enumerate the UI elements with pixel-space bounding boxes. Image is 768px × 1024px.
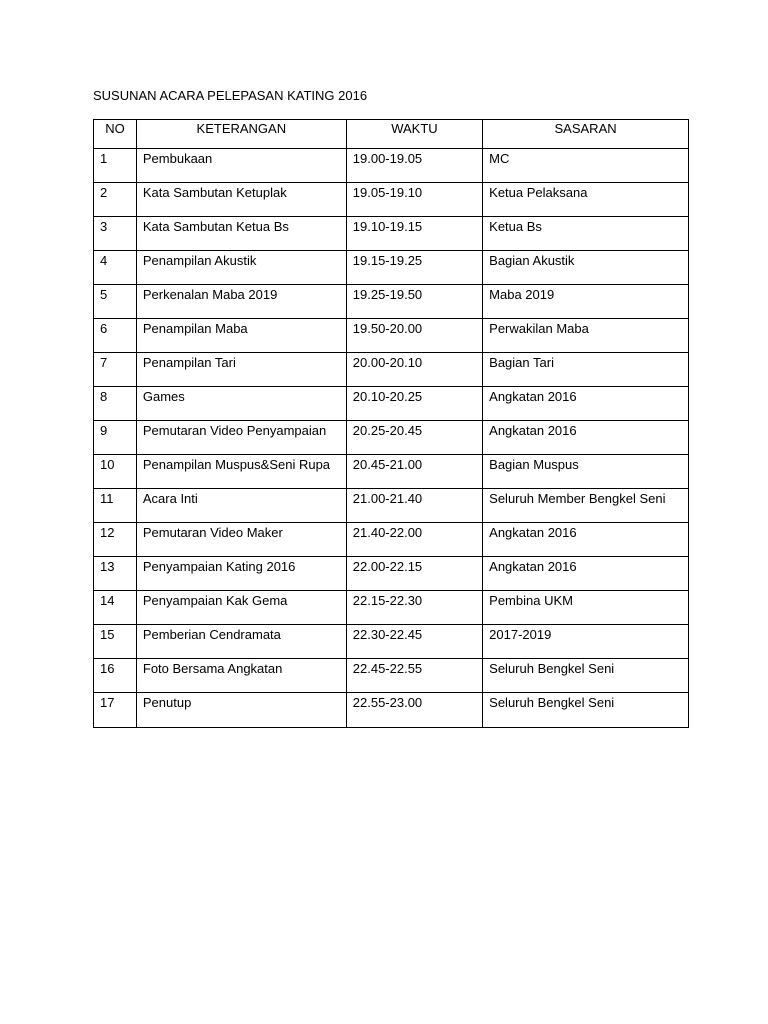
cell-waktu: 20.00-20.10 [346, 353, 482, 387]
page-title: SUSUNAN ACARA PELEPASAN KATING 2016 [93, 88, 368, 103]
cell-waktu: 19.05-19.10 [346, 183, 482, 217]
cell-keterangan: Kata Sambutan Ketuplak [136, 183, 346, 217]
cell-sasaran: Maba 2019 [483, 285, 689, 319]
header-no: NO [94, 120, 137, 149]
cell-no: 9 [94, 421, 137, 455]
cell-keterangan: Foto Bersama Angkatan [136, 659, 346, 693]
table-row [94, 217, 689, 251]
cell-no: 11 [94, 489, 137, 523]
cell-sasaran: Seluruh Bengkel Seni [483, 693, 689, 728]
cell-sasaran: Perwakilan Maba [483, 319, 689, 353]
cell-keterangan: Penampilan Akustik [136, 251, 346, 285]
table-row [94, 251, 689, 285]
cell-waktu: 22.55-23.00 [346, 693, 482, 728]
cell-no: 13 [94, 557, 137, 591]
cell-sasaran: Bagian Muspus [483, 455, 689, 489]
cell-keterangan: Penampilan Muspus&Seni Rupa [136, 455, 346, 489]
cell-sasaran: Angkatan 2016 [483, 387, 689, 421]
table-row [94, 353, 689, 387]
cell-no: 2 [94, 183, 137, 217]
cell-no: 14 [94, 591, 137, 625]
table-row [94, 625, 689, 659]
cell-sasaran: Angkatan 2016 [483, 557, 689, 591]
cell-sasaran: Pembina UKM [483, 591, 689, 625]
cell-no: 16 [94, 659, 137, 693]
cell-keterangan: Pemberian Cendramata [136, 625, 346, 659]
table-row [94, 659, 689, 693]
cell-sasaran: Ketua Bs [483, 217, 689, 251]
cell-keterangan: Penyampaian Kak Gema [136, 591, 346, 625]
cell-no: 5 [94, 285, 137, 319]
cell-waktu: 22.15-22.30 [346, 591, 482, 625]
cell-no: 7 [94, 353, 137, 387]
header-row [94, 120, 689, 149]
cell-keterangan: Games [136, 387, 346, 421]
table-header [94, 120, 689, 149]
cell-keterangan: Pemutaran Video Maker [136, 523, 346, 557]
table-row [94, 557, 689, 591]
table-row [94, 183, 689, 217]
cell-waktu: 19.15-19.25 [346, 251, 482, 285]
table-row [94, 149, 689, 183]
cell-sasaran: Angkatan 2016 [483, 421, 689, 455]
cell-sasaran: Ketua Pelaksana [483, 183, 689, 217]
cell-keterangan: Penampilan Tari [136, 353, 346, 387]
cell-no: 3 [94, 217, 137, 251]
cell-waktu: 19.10-19.15 [346, 217, 482, 251]
table-row [94, 421, 689, 455]
table-row [94, 591, 689, 625]
schedule-table [93, 119, 689, 728]
cell-no: 6 [94, 319, 137, 353]
cell-waktu: 20.25-20.45 [346, 421, 482, 455]
cell-keterangan: Penampilan Maba [136, 319, 346, 353]
table-body [94, 149, 689, 728]
cell-sasaran: Bagian Tari [483, 353, 689, 387]
cell-waktu: 19.00-19.05 [346, 149, 482, 183]
table-row [94, 489, 689, 523]
cell-keterangan: Kata Sambutan Ketua Bs [136, 217, 346, 251]
cell-sasaran: Seluruh Bengkel Seni [483, 659, 689, 693]
cell-sasaran: MC [483, 149, 689, 183]
cell-keterangan: Perkenalan Maba 2019 [136, 285, 346, 319]
cell-waktu: 20.10-20.25 [346, 387, 482, 421]
cell-sasaran: Seluruh Member Bengkel Seni [483, 489, 689, 523]
cell-sasaran: Angkatan 2016 [483, 523, 689, 557]
cell-waktu: 21.00-21.40 [346, 489, 482, 523]
table-row [94, 387, 689, 421]
cell-no: 1 [94, 149, 137, 183]
table-row [94, 319, 689, 353]
cell-keterangan: Penyampaian Kating 2016 [136, 557, 346, 591]
cell-waktu: 22.00-22.15 [346, 557, 482, 591]
cell-waktu: 20.45-21.00 [346, 455, 482, 489]
cell-waktu: 21.40-22.00 [346, 523, 482, 557]
cell-waktu: 19.25-19.50 [346, 285, 482, 319]
table-row [94, 523, 689, 557]
cell-waktu: 22.45-22.55 [346, 659, 482, 693]
cell-no: 15 [94, 625, 137, 659]
cell-waktu: 19.50-20.00 [346, 319, 482, 353]
cell-no: 8 [94, 387, 137, 421]
cell-no: 4 [94, 251, 137, 285]
table-row [94, 693, 689, 728]
header-waktu: WAKTU [346, 120, 482, 149]
table-row [94, 285, 689, 319]
cell-no: 12 [94, 523, 137, 557]
cell-keterangan: Pemutaran Video Penyampaian [136, 421, 346, 455]
cell-no: 10 [94, 455, 137, 489]
cell-sasaran: Bagian Akustik [483, 251, 689, 285]
header-sasaran: SASARAN [483, 120, 689, 149]
table-row [94, 455, 689, 489]
cell-keterangan: Penutup [136, 693, 346, 728]
cell-no: 17 [94, 693, 137, 728]
cell-keterangan: Acara Inti [136, 489, 346, 523]
cell-waktu: 22.30-22.45 [346, 625, 482, 659]
header-keterangan: KETERANGAN [136, 120, 346, 149]
cell-sasaran: 2017-2019 [483, 625, 689, 659]
cell-keterangan: Pembukaan [136, 149, 346, 183]
